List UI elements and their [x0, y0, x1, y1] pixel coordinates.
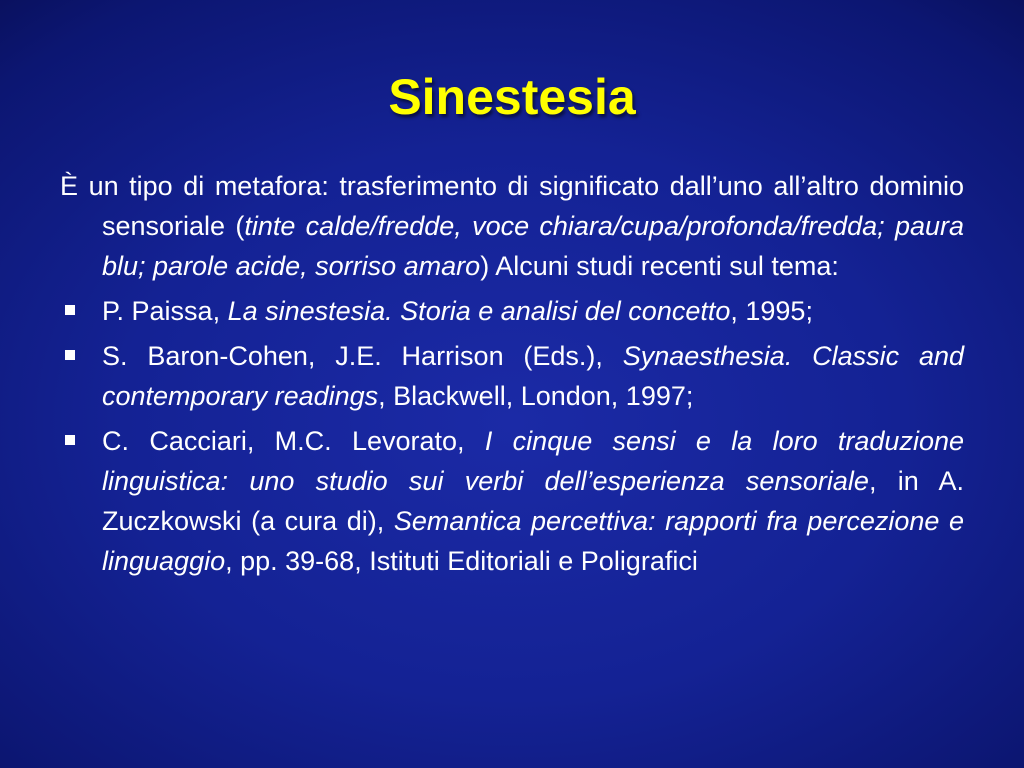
- ref2-details: , Blackwell, London, 1997;: [378, 381, 694, 411]
- slide-body: [60, 166, 964, 586]
- ref2-title: Synaesthesia. Classic and contemporary readings: [102, 341, 965, 411]
- intro-text-2: ) Alcuni studi recenti sul tema:: [480, 251, 839, 281]
- ref1-details: , 1995;: [730, 296, 813, 326]
- intro-examples: tinte calde/fredde, voce chiara/cupa/profonda/fredda; paura blu; parole acide, sorriso amaro: [102, 211, 964, 281]
- square-bullet-icon: [65, 435, 75, 445]
- ref1-title: La sinestesia. Storia e analisi del concetto: [227, 296, 731, 326]
- intro-text-1: È un tipo di metafora: trasferimento di significato dall’uno all’altro dominio sensoriale (: [60, 171, 964, 241]
- ref3-author: C. Cacciari, M.C. Levorato,: [102, 426, 485, 456]
- ref3-book-title: Semantica percettiva: rapporti fra percezione e linguaggio: [102, 506, 964, 576]
- ref3-details: , in A. Zuczkowski (a cura di),: [102, 466, 964, 536]
- reference-item-1: [60, 291, 964, 331]
- ref3-title: I cinque sensi e la loro traduzione linguistica: uno studio sui verbi dell’esperienza sensoriale: [102, 426, 964, 496]
- reference-item-2: [60, 336, 964, 416]
- slide-title: Sinestesia: [388, 69, 636, 125]
- ref1-author: P. Paissa,: [102, 296, 228, 326]
- intro-paragraph: [60, 166, 964, 286]
- square-bullet-icon: [65, 305, 75, 315]
- ref3-pages: , pp. 39-68, Istituti Editoriali e Poligrafici: [225, 546, 698, 576]
- reference-item-3: [60, 421, 964, 581]
- square-bullet-icon: [65, 350, 75, 360]
- ref2-author: S. Baron-Cohen, J.E. Harrison (Eds.),: [102, 341, 623, 371]
